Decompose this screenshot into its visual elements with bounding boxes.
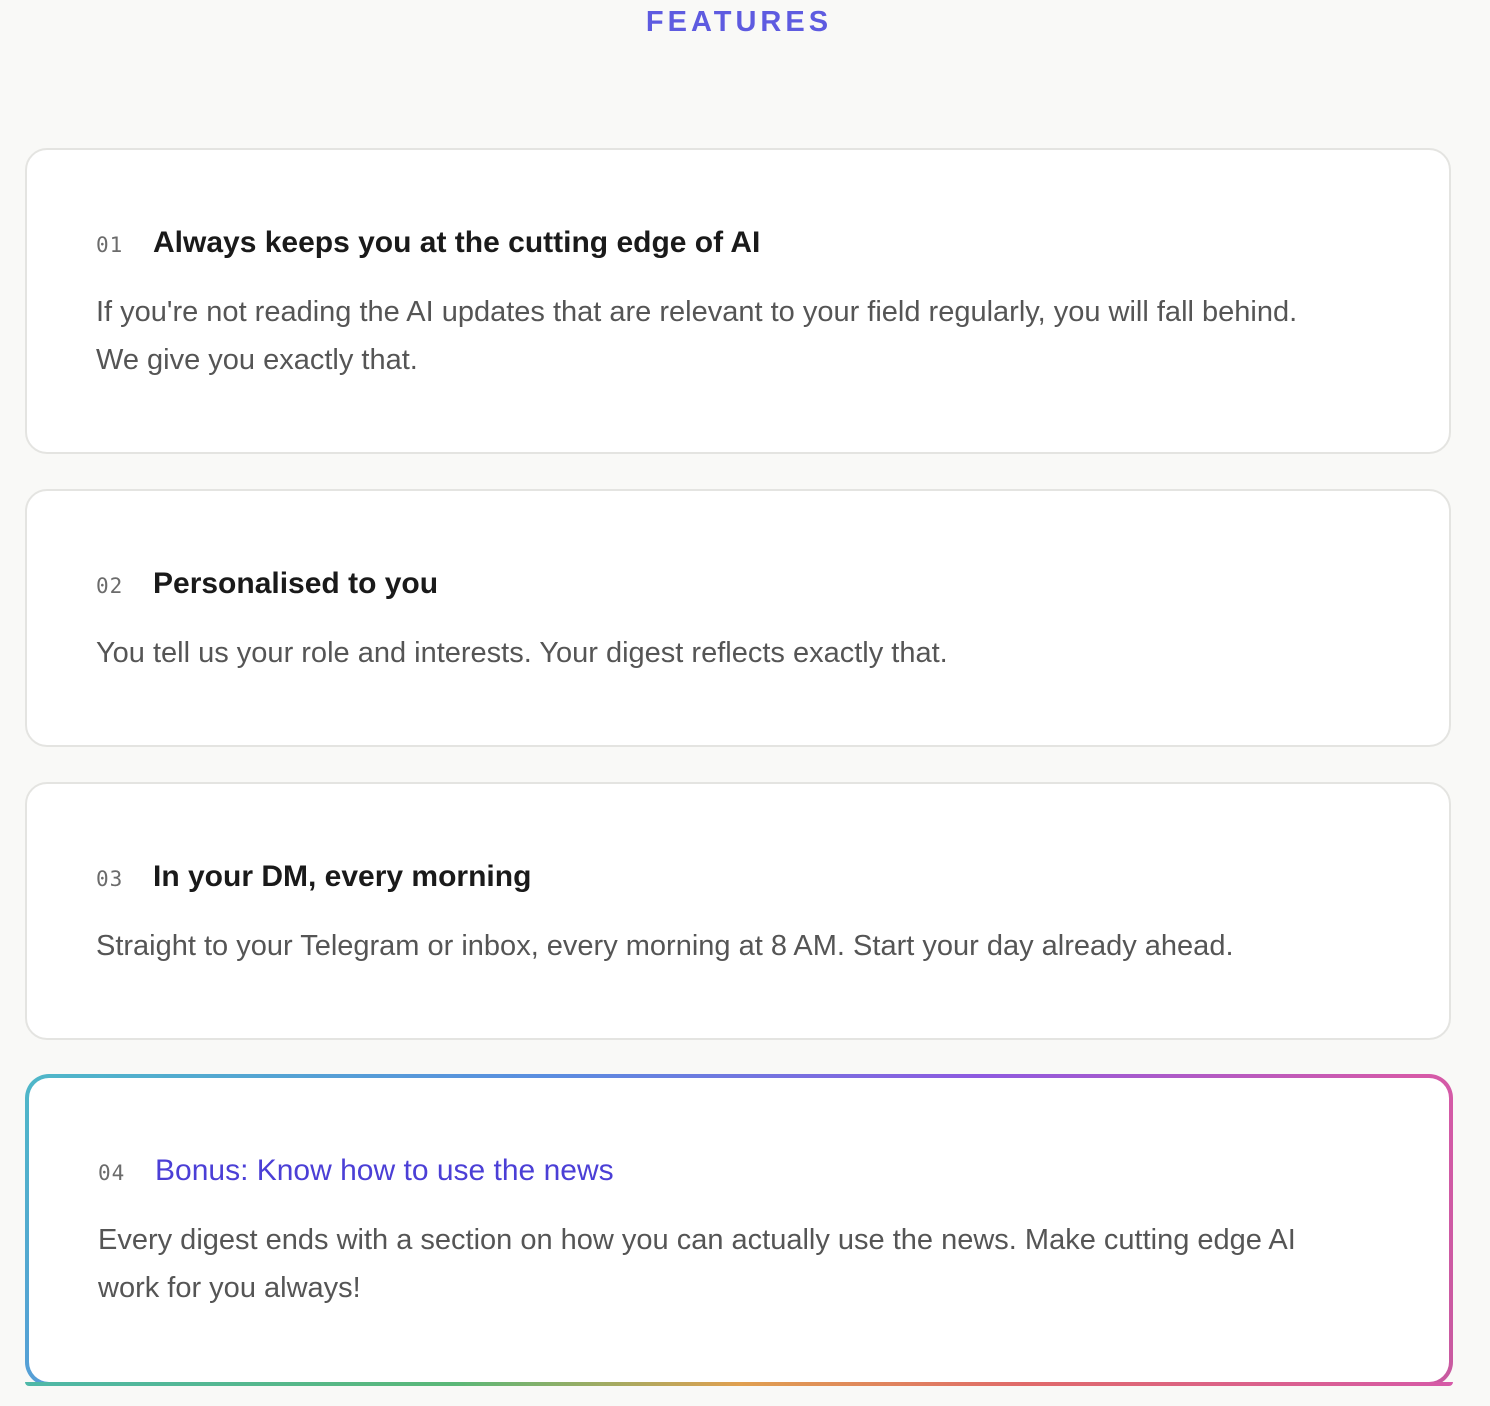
feature-description	[96, 288, 1389, 384]
feature-title: In your DM, every morning	[153, 860, 532, 893]
feature-description-line: work for you always!	[98, 1272, 361, 1304]
bonus-card-body	[29, 1078, 1449, 1382]
feature-description-line: You tell us your role and interests. Your digest reflects exactly that.	[96, 637, 948, 669]
feature-card-3	[25, 782, 1451, 1040]
feature-description-line: If you're not reading the AI updates that are relevant to your field regularly, you will fall behind.	[96, 296, 1298, 328]
feature-card-1	[25, 148, 1451, 454]
feature-number: 02	[96, 574, 124, 598]
feature-description	[96, 922, 1389, 970]
feature-title: Personalised to you	[153, 567, 439, 600]
feature-description	[96, 629, 1389, 677]
feature-description	[98, 1216, 1389, 1312]
feature-title: Always keeps you at the cutting edge of AI	[153, 226, 761, 259]
feature-number: 03	[96, 867, 124, 891]
feature-title: Bonus: Know how to use the news	[155, 1154, 614, 1187]
feature-description-line: Every digest ends with a section on how you can actually use the news. Make cutting edge AI	[98, 1224, 1296, 1256]
section-eyebrow: FEATURES	[645, 6, 833, 38]
feature-description-line: We give you exactly that.	[96, 344, 418, 376]
feature-card-2	[25, 489, 1451, 747]
feature-number: 04	[98, 1161, 126, 1185]
feature-card-4-bonus	[25, 1074, 1453, 1386]
feature-number: 01	[96, 233, 124, 257]
feature-description-line: Straight to your Telegram or inbox, every morning at 8 AM. Start your day already ahead.	[96, 930, 1234, 962]
